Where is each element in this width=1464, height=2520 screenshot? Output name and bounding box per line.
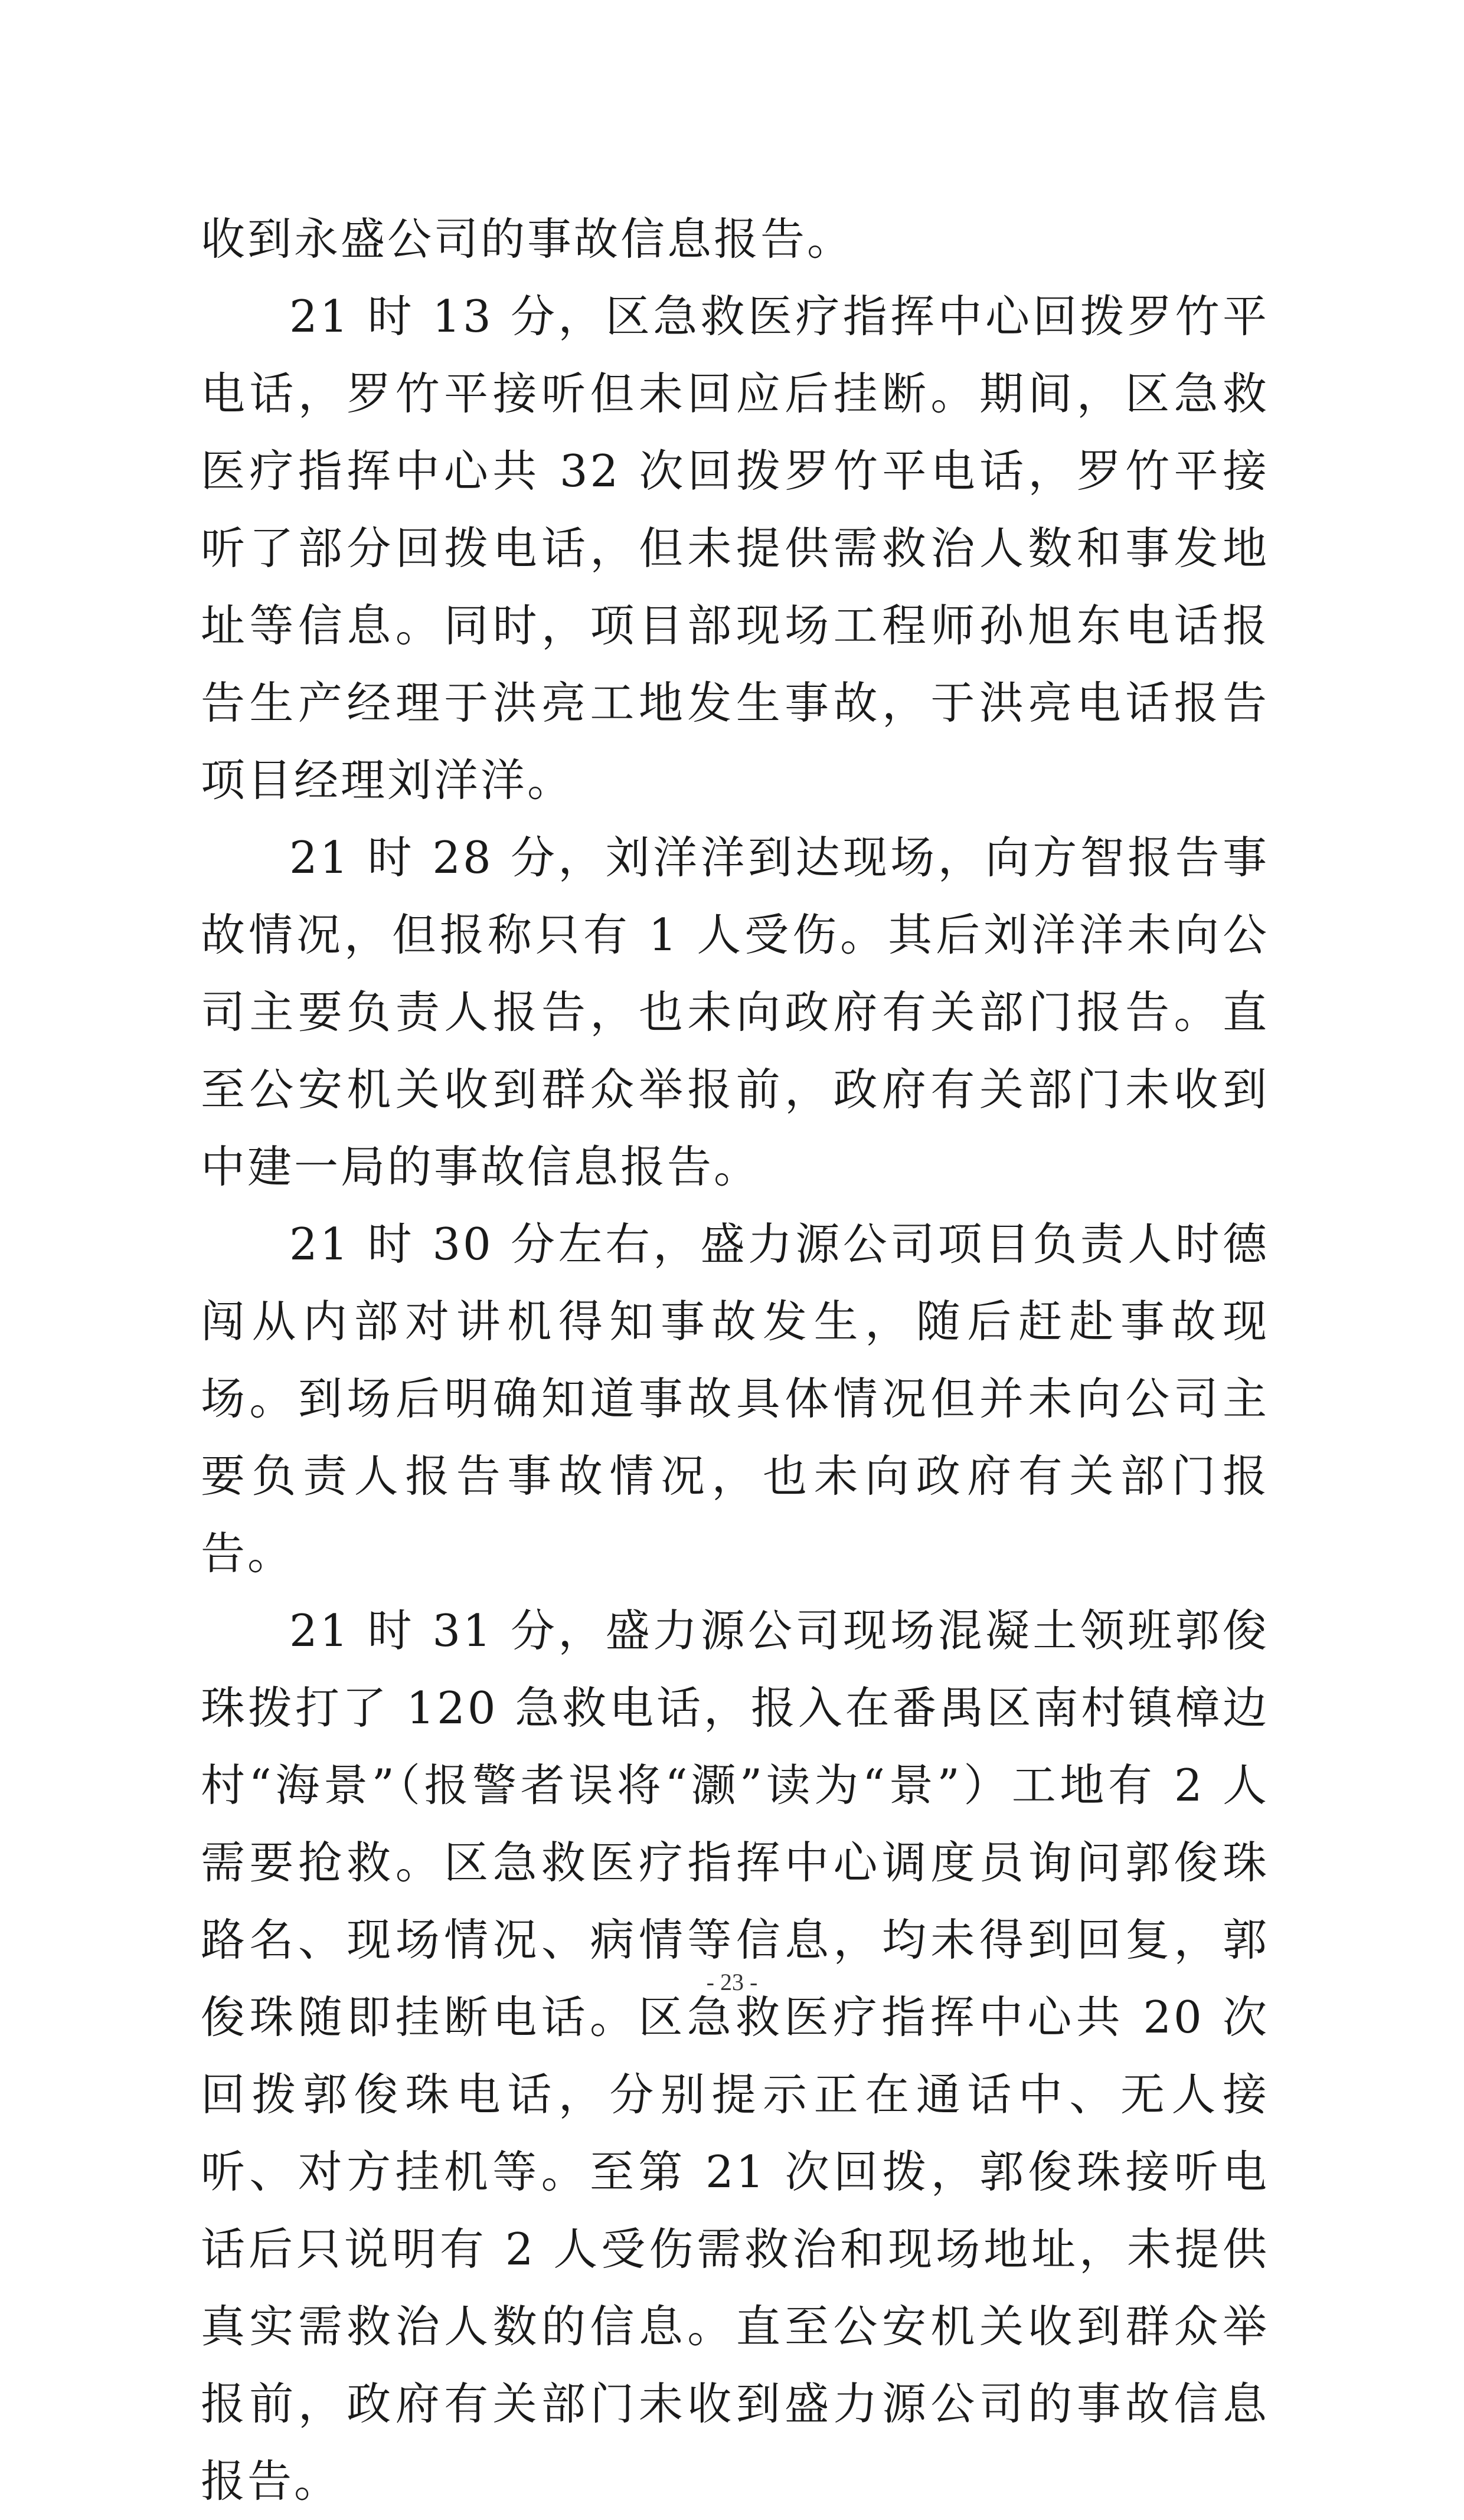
paragraph-guo-call: 21 时 31 分，盛力源公司现场混凝土领班郭俊珠拨打了 120 急救电话，报入在番禺区南村镇樟边村“海景”（报警者误将“灏”读为“景”）工地有 2 人需要抢救。区急救医疗指挥中心调度员询问郭俊珠路名、现场情况、病情等信息，均未得到回复，郭俊珠随即挂断电话。区急救医疗指挥中心共 20 次回拨郭俊珠电话，分别提示正在通话中、无人接听、对方挂机等。至第 21 次回拨，郭俊珠接听电话后只说明有 2 人受伤需救治和现场地址，未提供真实需救治人数的信息。直至公安机关收到群众举报前，政府有关部门未收到盛力源公司的事故信息报告。 [201,1605,1269,2507]
page-body [201,201,1269,2520]
paragraph-liu-arrival: 21 时 28 分，刘洋洋到达现场，向方智报告事故情况，但报称只有 1 人受伤。其后刘洋洋未向公司主要负责人报告，也未向政府有关部门报告。直至公安机关收到群众举报前，政府有关部门未收到中建一局的事故信息报告。 [201,832,1269,1193]
paragraph-shi-notice: 21 时 30 分左右，盛力源公司项目负责人时德闯从内部对讲机得知事故发生，随后赶赴事故现场。到场后明确知道事故具体情况但并未向公司主要负责人报告事故情况，也未向政府有关部门报告。 [201,1218,1269,1579]
paragraph-callback-luo: 21 时 13 分，区急救医疗指挥中心回拨罗竹平电话，罗竹平接听但未回应后挂断。期间，区急救医疗指挥中心共 32 次回拨罗竹平电话，罗竹平接听了部分回拨电话，但未提供需救治人数和事发地址等信息。同时，项目部现场工程师孙旭东电话报告生产经理于洪亮工地发生事故，于洪亮电话报告项目经理刘洋洋。 [201,290,1269,806]
page-number: - 23 - [706,1969,758,1995]
paragraph-continuation: 收到永盛公司的事故信息报告。 [201,213,854,265]
